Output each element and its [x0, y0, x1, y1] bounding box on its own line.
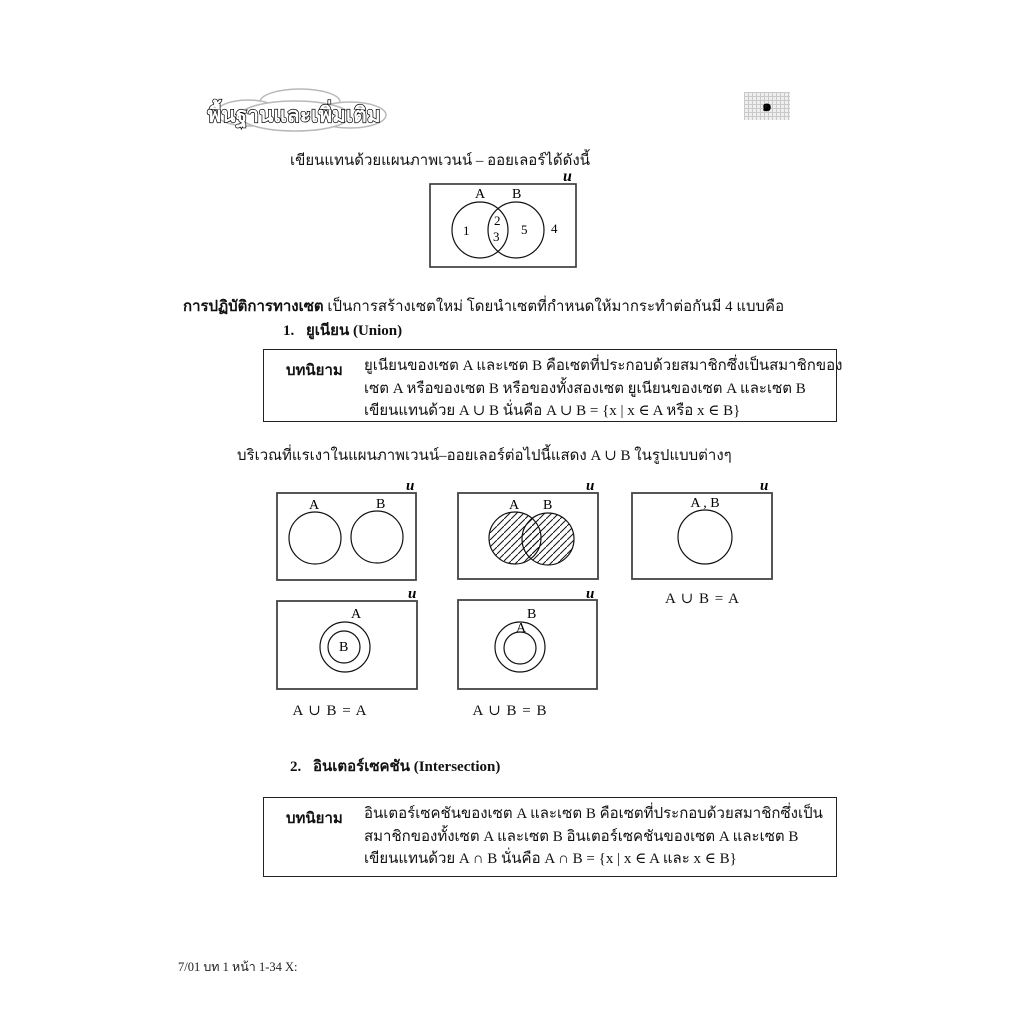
set-b-label: B — [339, 640, 349, 655]
union-figure-disjoint — [266, 477, 418, 581]
circle-a-inner — [504, 632, 536, 664]
definition-label: บทนิยาม — [286, 811, 343, 827]
intersection-definition-box — [263, 797, 837, 877]
universe-label: u — [586, 478, 595, 494]
set-a-label: A — [475, 187, 486, 202]
footer-text: 7/01 บท 1 หน้า 1-34 X: — [178, 960, 298, 974]
intersection-heading — [290, 754, 500, 778]
intersection-heading-number: 2. — [290, 759, 302, 775]
union-definition-line-1: ยูเนียนของเซต A และเซต B คือเซตที่ประกอบด้วยสมาชิกซึ่งเป็นสมาชิกของ — [364, 358, 843, 374]
universe-label: u — [586, 586, 595, 602]
union-heading — [283, 318, 402, 342]
universe-rect — [277, 493, 416, 580]
circle-a — [289, 512, 341, 564]
set-a-label: A — [351, 607, 362, 622]
set-b-label: B — [376, 497, 386, 512]
union-definition-box — [263, 349, 843, 422]
shading-note: บริเวณที่แรเงาในแผนภาพเวนน์–ออยเลอร์ต่อไปนี้แสดง A ∪ B ในรูปแบบต่างๆ — [237, 448, 732, 464]
circle-a — [452, 202, 508, 258]
operations-intro-bold: การปฏิบัติการทางเซต — [183, 299, 324, 315]
logo-text: พื้นฐานและเพิ่มเติม — [207, 103, 381, 127]
universe-label: u — [760, 478, 769, 494]
region-outside: 4 — [551, 221, 558, 236]
set-a-label: A — [509, 498, 520, 513]
intersection-definition-line-1: อินเตอร์เซคชันของเซต A และเซต B คือเซตที่ประกอบด้วยสมาชิกซึ่งเป็น — [364, 806, 823, 822]
union-heading-number: 1. — [283, 323, 295, 339]
set-b-label: B — [543, 498, 553, 513]
universe-label: u — [408, 586, 417, 602]
intersection-heading-text: อินเตอร์เซคชัน (Intersection) — [313, 759, 501, 775]
figure-4-caption: A ∪ B = A — [292, 703, 368, 719]
circle-ab — [678, 510, 732, 564]
universe-label: u — [406, 478, 415, 494]
intersection-definition-line-2: สมาชิกของทั้งเซต A และเซต B อินเตอร์เซคชันของเซต A และเซต B — [364, 828, 799, 845]
page-number: ๑ — [761, 97, 773, 115]
circle-b — [351, 511, 403, 563]
circle-b-shaded — [522, 513, 574, 565]
set-a-label: A — [516, 621, 527, 636]
region-intersection-top: 2 — [494, 213, 501, 228]
region-only-a: 1 — [463, 223, 470, 238]
operations-intro — [183, 294, 784, 318]
union-definition-line-2: เซต A หรือของเซต B หรือของทั้งสองเซต ยูเนียนของเซต A และเซต B — [364, 380, 806, 397]
region-intersection-bottom: 3 — [493, 229, 500, 244]
union-heading-text: ยูเนียน (Union) — [306, 323, 403, 339]
union-figure-equal-sets — [623, 477, 778, 581]
intersection-definition-line-3: เขียนแทนด้วย A ∩ B นั่นคือ A ∩ B = {x | x ∈ A และ x ∈ B} — [364, 851, 737, 867]
figure-3-caption: A ∪ B = A — [664, 591, 741, 607]
union-figure-a-subset-b — [448, 585, 600, 695]
figure-5-caption: A ∪ B = B — [472, 703, 548, 719]
union-figure-b-subset-a — [266, 585, 418, 695]
book-logo — [190, 86, 405, 138]
logo-cloud-graphic — [190, 86, 405, 138]
operations-intro-rest: เป็นการสร้างเซตใหม่ โดยนำเซตที่กำหนดให้มากระทำต่อกันมี 4 แบบคือ — [323, 299, 785, 315]
union-definition-line-3: เขียนแทนด้วย A ∪ B นั่นคือ A ∪ B = {x | x ∈ A หรือ x ∈ B} — [364, 403, 741, 419]
set-ab-label: A , B — [690, 496, 720, 511]
set-b-label: B — [527, 607, 537, 622]
union-figure-overlap-shaded — [448, 477, 600, 581]
set-b-label: B — [512, 187, 522, 202]
main-venn-diagram — [423, 167, 583, 275]
set-a-label: A — [309, 498, 320, 513]
region-only-b: 5 — [521, 222, 528, 237]
intro-line: เขียนแทนด้วยแผนภาพเวนน์ – ออยเลอร์ได้ดังนี้ — [290, 153, 590, 169]
page-number-box — [744, 92, 790, 120]
definition-label: บทนิยาม — [286, 363, 343, 379]
universe-label: u — [563, 168, 572, 185]
